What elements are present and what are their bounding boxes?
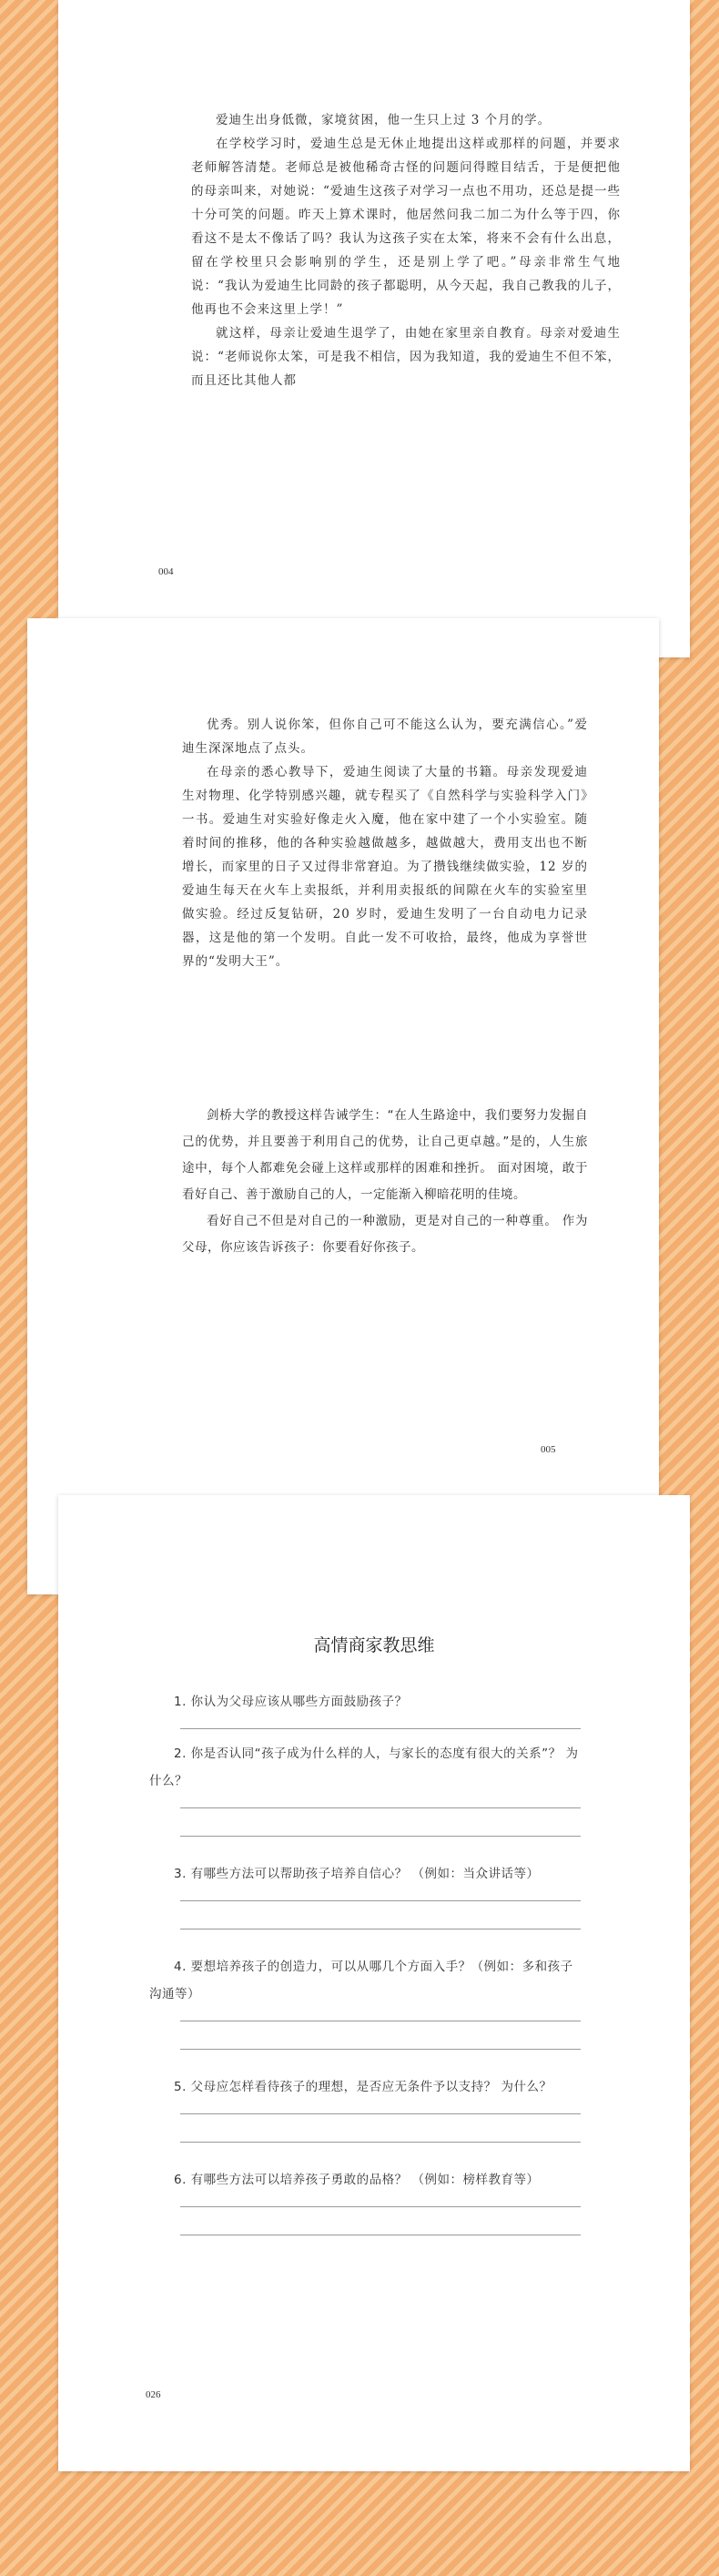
paragraph: 爱迪生出身低微，家境贫困，他一生只上过 3 个月的学。 xyxy=(216,113,552,127)
page-004-text xyxy=(191,108,621,392)
page-005-text xyxy=(182,713,588,973)
book-page-005 xyxy=(27,618,659,1594)
book-page-026 xyxy=(58,1495,690,2471)
answer-line xyxy=(180,1716,581,1729)
question-6: 6. 有哪些方法可以培养孩子勇敢的品格？ （例如：榜样教育等） xyxy=(174,2173,540,2187)
answer-line xyxy=(180,1795,581,1808)
question-2: 2. 你是否认同“孩子成为什么样的人，与家长的态度有很大的关系”？ 为什么？ xyxy=(149,1746,579,1788)
book-page-004 xyxy=(58,0,690,657)
question-3: 3. 有哪些方法可以帮助孩子培养自信心？ （例如：当众讲话等） xyxy=(174,1867,540,1881)
worksheet-title: 高情商家教思维 xyxy=(313,1635,435,1655)
answer-line xyxy=(180,1888,581,1901)
question-4: 4. 要想培养孩子的创造力，可以从哪几个方面入手？（例如：多和孩子沟通等） xyxy=(149,1960,573,2001)
answer-line xyxy=(180,2114,581,2143)
page-number: 026 xyxy=(146,2389,161,2400)
paragraph: 在学校学习时，爱迪生总是无休止地提出这样或那样的问题，并要求老师解答清楚。老师总是被他稀奇古怪的问题问得瞠目结舌，于是便把他的母亲叫来，对她说：“爱迪生这孩子对学习一点也不用功，还总是提一些十分可笑的问题。昨天上算术课时，他居然问我二加二为什么等于四，你看这不是太不像话了吗？我认为这孩子实在太笨，将来不会有什么出息，留在学校里只会影响别的学生，还是别上学了吧。”母亲非常生气地说：“我认为爱迪生比同龄的孩子都聪明，从今天起，我自己教我的儿子，他再也不会来这里上学！” xyxy=(191,137,621,317)
page-005-commentary xyxy=(182,1103,588,1261)
paragraph: 在母亲的悉心教导下，爱迪生阅读了大量的书籍。母亲发现爱迪生对物理、化学特别感兴趣，就专程买了《自然科学与实验科学入门》一书。爱迪生对实验好像走火入魔，他在家中建了一个小实验室。随着时间的推移，他的各种实验越做越多，越做越大，费用支出也不断增长，而家里的日子又过得非常窘迫。为了攒钱继续做实验，12 岁的爱迪生每天在火车上卖报纸，并利用卖报纸的间隙在火车的实验室里做实验。经过反复钻研，20 岁时，爱迪生发明了一台自动电力记录器，这是他的第一个发明。自此一发不可收拾，最终，他成为享誉世界的“发明大王”。 xyxy=(182,765,588,969)
answer-line xyxy=(180,2207,581,2235)
answer-line xyxy=(180,2008,581,2021)
question-5: 5. 父母应怎样看待孩子的理想，是否应无条件予以支持？ 为什么？ xyxy=(174,2080,552,2094)
answer-line xyxy=(180,2194,581,2207)
page-number: 004 xyxy=(158,566,174,577)
answer-line xyxy=(180,1901,581,1929)
answer-line xyxy=(180,1808,581,1837)
paragraph: 看好自己不但是对自己的一种激励，更是对自己的一种尊重。 作为父母，你应该告诉孩子：你要看好你孩子。 xyxy=(182,1214,588,1255)
answer-line xyxy=(180,2101,581,2114)
question-1: 1. 你认为父母应该从哪些方面鼓励孩子？ xyxy=(174,1695,408,1709)
paragraph: 剑桥大学的教授这样告诫学生：“在人生路途中，我们要努力发掘自己的优势，并且要善于利用自己的优势，让自己更卓越。”是的，人生旅途中，每个人都难免会碰上这样或那样的困难和挫折。 面对困境，敢于看好自己、善于激励自己的人，一定能渐入柳暗花明的佳境。 xyxy=(182,1108,588,1202)
question-list xyxy=(149,1688,584,2235)
paragraph: 就这样，母亲让爱迪生退学了，由她在家里亲自教育。母亲对爱迪生说：“老师说你太笨，可是我不相信，因为我知道，我的爱迪生不但不笨，而且还比其他人都 xyxy=(191,326,621,388)
page-number: 005 xyxy=(541,1444,556,1455)
answer-line xyxy=(180,2021,581,2050)
paragraph: 优秀。别人说你笨，但你自己可不能这么认为，要充满信心。”爱迪生深深地点了点头。 xyxy=(182,718,588,756)
